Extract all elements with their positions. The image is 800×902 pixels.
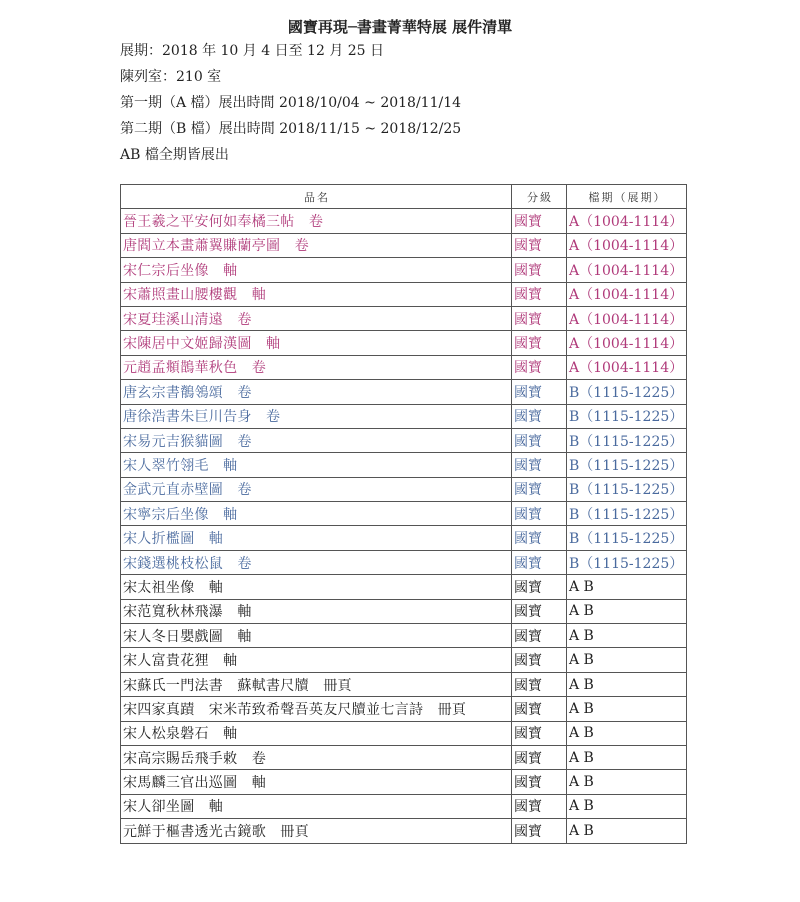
grade-cell: 國寶 <box>512 306 567 330</box>
name-cell: 唐玄宗書鶺鴒頌 卷 <box>121 380 512 404</box>
table-row <box>121 428 687 452</box>
column-header-grade: 分級 <box>512 185 567 209</box>
period-cell: A B <box>567 794 687 818</box>
gallery-room: 陳列室：210 室 <box>120 69 222 85</box>
page-title: 國寶再現─書畫菁華特展 展件清單 <box>287 18 513 36</box>
column-header-name: 品名 <box>121 185 512 209</box>
period-cell: B（1115-1225） <box>567 453 687 477</box>
period-cell: A（1004-1114） <box>567 306 687 330</box>
name-cell: 唐閻立本畫蕭翼賺蘭亭圖 卷 <box>121 233 512 257</box>
table-row <box>121 477 687 501</box>
grade-cell: 國寶 <box>512 819 567 843</box>
name-cell: 晉王羲之平安何如奉橘三帖 卷 <box>121 209 512 233</box>
grade-cell: 國寶 <box>512 526 567 550</box>
grade-cell: 國寶 <box>512 550 567 574</box>
table-row <box>121 282 687 306</box>
table-row <box>121 331 687 355</box>
grade-cell: 國寶 <box>512 502 567 526</box>
name-cell: 宋仁宗后坐像 軸 <box>121 258 512 282</box>
table-row <box>121 453 687 477</box>
grade-cell: 國寶 <box>512 721 567 745</box>
table-row <box>121 819 687 843</box>
name-cell: 宋錢選桃枝松鼠 卷 <box>121 550 512 574</box>
period-cell: A B <box>567 624 687 648</box>
grade-cell: 國寶 <box>512 794 567 818</box>
grade-cell: 國寶 <box>512 331 567 355</box>
grade-cell: 國寶 <box>512 770 567 794</box>
name-cell: 宋人富貴花狸 軸 <box>121 648 512 672</box>
name-cell: 宋蘇氏一門法書 蘇軾書尺牘 冊頁 <box>121 672 512 696</box>
name-cell: 宋人卻坐圖 軸 <box>121 794 512 818</box>
name-cell: 宋太祖坐像 軸 <box>121 575 512 599</box>
name-cell: 金武元直赤壁圖 卷 <box>121 477 512 501</box>
grade-cell: 國寶 <box>512 477 567 501</box>
table-row <box>121 794 687 818</box>
table-row <box>121 355 687 379</box>
table-row <box>121 306 687 330</box>
table-row <box>121 721 687 745</box>
name-cell: 宋寧宗后坐像 軸 <box>121 502 512 526</box>
ab-note: AB 檔全期皆展出 <box>120 147 229 163</box>
grade-cell: 國寶 <box>512 599 567 623</box>
period-cell: A（1004-1114） <box>567 331 687 355</box>
exhibition-period: 展期：2018 年 10 月 4 日至 12 月 25 日 <box>120 43 385 59</box>
table-row <box>121 697 687 721</box>
table-row <box>121 599 687 623</box>
phase-two-dates: 第二期（B 檔）展出時間 2018/11/15 ~ 2018/12/25 <box>120 121 462 137</box>
name-cell: 元趙孟頫鵲華秋色 卷 <box>121 355 512 379</box>
period-cell: A B <box>567 745 687 769</box>
table-row <box>121 550 687 574</box>
grade-cell: 國寶 <box>512 672 567 696</box>
period-cell: B（1115-1225） <box>567 550 687 574</box>
period-cell: A B <box>567 770 687 794</box>
table-row <box>121 526 687 550</box>
grade-cell: 國寶 <box>512 745 567 769</box>
table-row <box>121 404 687 428</box>
column-header-period: 檔期（展期） <box>567 185 687 209</box>
period-cell: A（1004-1114） <box>567 209 687 233</box>
name-cell: 宋馬麟三官出巡圖 軸 <box>121 770 512 794</box>
period-cell: A（1004-1114） <box>567 233 687 257</box>
period-cell: A（1004-1114） <box>567 355 687 379</box>
table-row <box>121 770 687 794</box>
grade-cell: 國寶 <box>512 380 567 404</box>
name-cell: 宋高宗賜岳飛手敕 卷 <box>121 745 512 769</box>
period-cell: A B <box>567 672 687 696</box>
period-cell: B（1115-1225） <box>567 404 687 428</box>
table-header-row <box>121 185 687 209</box>
period-cell: A B <box>567 648 687 672</box>
grade-cell: 國寶 <box>512 233 567 257</box>
period-cell: A B <box>567 697 687 721</box>
grade-cell: 國寶 <box>512 258 567 282</box>
name-cell: 宋人折檻圖 軸 <box>121 526 512 550</box>
table-row <box>121 745 687 769</box>
grade-cell: 國寶 <box>512 209 567 233</box>
name-cell: 宋人翠竹翎毛 軸 <box>121 453 512 477</box>
name-cell: 宋人冬日嬰戲圖 軸 <box>121 624 512 648</box>
grade-cell: 國寶 <box>512 575 567 599</box>
period-cell: A B <box>567 599 687 623</box>
name-cell: 宋陳居中文姬歸漢圖 軸 <box>121 331 512 355</box>
grade-cell: 國寶 <box>512 648 567 672</box>
grade-cell: 國寶 <box>512 355 567 379</box>
grade-cell: 國寶 <box>512 624 567 648</box>
table-row <box>121 258 687 282</box>
period-cell: B（1115-1225） <box>567 380 687 404</box>
name-cell: 唐徐浩書朱巨川告身 卷 <box>121 404 512 428</box>
period-cell: A B <box>567 575 687 599</box>
name-cell: 宋范寬秋林飛瀑 軸 <box>121 599 512 623</box>
grade-cell: 國寶 <box>512 428 567 452</box>
phase-one-dates: 第一期（A 檔）展出時間 2018/10/04 ~ 2018/11/14 <box>120 95 462 111</box>
table-row <box>121 624 687 648</box>
table-row <box>121 648 687 672</box>
period-cell: B（1115-1225） <box>567 502 687 526</box>
grade-cell: 國寶 <box>512 453 567 477</box>
name-cell: 宋人松泉磐石 軸 <box>121 721 512 745</box>
table-row <box>121 209 687 233</box>
grade-cell: 國寶 <box>512 282 567 306</box>
name-cell: 宋夏珪溪山清遠 卷 <box>121 306 512 330</box>
period-cell: B（1115-1225） <box>567 477 687 501</box>
table-row <box>121 575 687 599</box>
period-cell: B（1115-1225） <box>567 526 687 550</box>
period-cell: A B <box>567 819 687 843</box>
table-row <box>121 502 687 526</box>
name-cell: 宋四家真蹟 宋米芾致希聲吾英友尺牘並七言詩 冊頁 <box>121 697 512 721</box>
period-cell: A（1004-1114） <box>567 282 687 306</box>
table-row <box>121 233 687 257</box>
name-cell: 宋易元吉猴貓圖 卷 <box>121 428 512 452</box>
name-cell: 元鮮于樞書透光古鏡歌 冊頁 <box>121 819 512 843</box>
period-cell: A（1004-1114） <box>567 258 687 282</box>
table-row <box>121 672 687 696</box>
name-cell: 宋蕭照畫山腰樓觀 軸 <box>121 282 512 306</box>
grade-cell: 國寶 <box>512 697 567 721</box>
table-row <box>121 380 687 404</box>
grade-cell: 國寶 <box>512 404 567 428</box>
period-cell: A B <box>567 721 687 745</box>
exhibit-list-table <box>120 184 687 844</box>
period-cell: B（1115-1225） <box>567 428 687 452</box>
